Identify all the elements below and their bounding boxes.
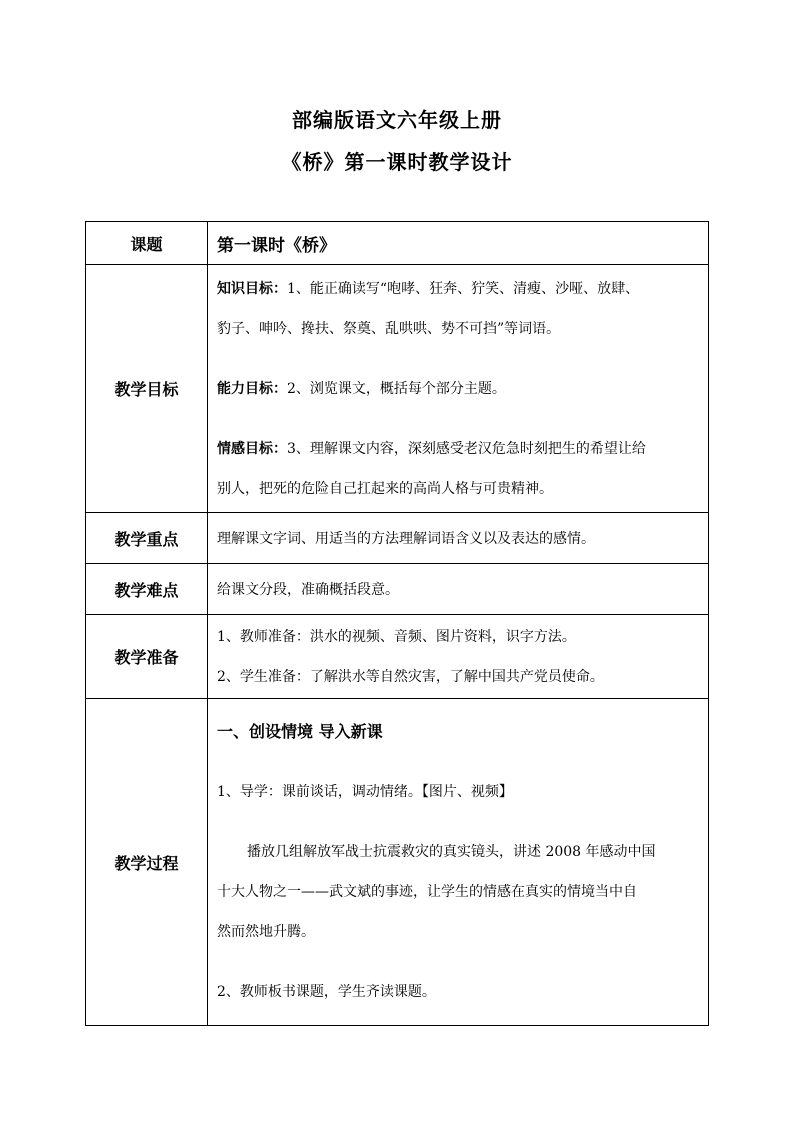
ability-text: 2、浏览课文，概括每个部分主题。 (287, 380, 506, 397)
knowledge-text-1: 1、能正确读写“咆哮、狂奔、狞笑、清瘦、沙哑、放肆、 (287, 280, 640, 297)
value-preparation (208, 615, 709, 699)
spacer (217, 752, 700, 772)
value-objectives (208, 265, 709, 513)
difficulties-text: 给课文分段，准确概括段意。 (217, 582, 399, 598)
knowledge-objective-line1 (217, 269, 700, 309)
label-difficulties: 教学难点 (86, 564, 208, 615)
process-step1: 1、导学：课前谈话，调动情绪。【图片、视频】 (217, 784, 513, 800)
label-topic: 课题 (86, 222, 208, 265)
label-process: 教学过程 (86, 699, 208, 1026)
knowledge-objective-line2: 豹子、呻吟、搀扶、祭奠、乱哄哄、势不可挡”等词语。 (217, 320, 561, 337)
row-preparation (86, 615, 709, 699)
label-key-points: 教学重点 (86, 513, 208, 564)
label-preparation: 教学准备 (86, 615, 208, 699)
value-topic (208, 222, 709, 265)
row-process (86, 699, 709, 1026)
knowledge-tag: 知识目标： (217, 280, 287, 297)
emotion-objective-line1 (217, 429, 700, 469)
preparation-student: 2、学生准备：了解洪水等自然灾害，了解中国共产党员使命。 (217, 668, 604, 685)
key-points-text: 理解课文字词、用适当的方法理解词语含义以及表达的感情。 (217, 531, 595, 547)
document-title: 部编版语文六年级上册 (292, 108, 502, 132)
row-difficulties (86, 564, 709, 615)
ability-tag: 能力目标： (217, 380, 287, 397)
topic-text: 第一课时《桥》 (217, 235, 336, 256)
spacer (217, 812, 700, 832)
spacer (217, 952, 700, 972)
process-paragraph-line1: 播放几组解放军战士抗震救灾的真实镜头，讲述 2008 年感动中国 (247, 844, 656, 860)
spacer (217, 409, 700, 429)
preparation-teacher: 1、教师准备：洪水的视频、音频、图片资料，识字方法。 (217, 628, 576, 645)
emotion-text-1: 3、理解课文内容，深刻感受老汉危急时刻把生的希望让给 (287, 440, 646, 457)
ability-objective (217, 369, 700, 409)
value-key-points (208, 513, 709, 564)
spacer (217, 349, 700, 369)
document-subtitle: 《桥》第一课时教学设计 (281, 150, 513, 174)
row-key-points (86, 513, 709, 564)
row-objectives (86, 265, 709, 513)
process-paragraph-line3: 然而然地升腾。 (217, 924, 315, 940)
lesson-plan-table (85, 221, 709, 1026)
process-heading: 一、创设情境 导入新课 (217, 722, 383, 741)
value-process (208, 699, 709, 1026)
value-difficulties (208, 564, 709, 615)
process-step2: 2、教师板书课题，学生齐读课题。 (217, 984, 436, 1000)
emotion-objective-line2: 别人，把死的危险自己扛起来的高尚人格与可贵精神。 (217, 480, 553, 497)
process-paragraph-line2: 十大人物之一——武文斌的事迹，让学生的情感在真实的情境当中自 (217, 884, 637, 900)
label-objectives: 教学目标 (86, 265, 208, 513)
emotion-tag: 情感目标： (217, 440, 287, 457)
row-topic (86, 222, 709, 265)
